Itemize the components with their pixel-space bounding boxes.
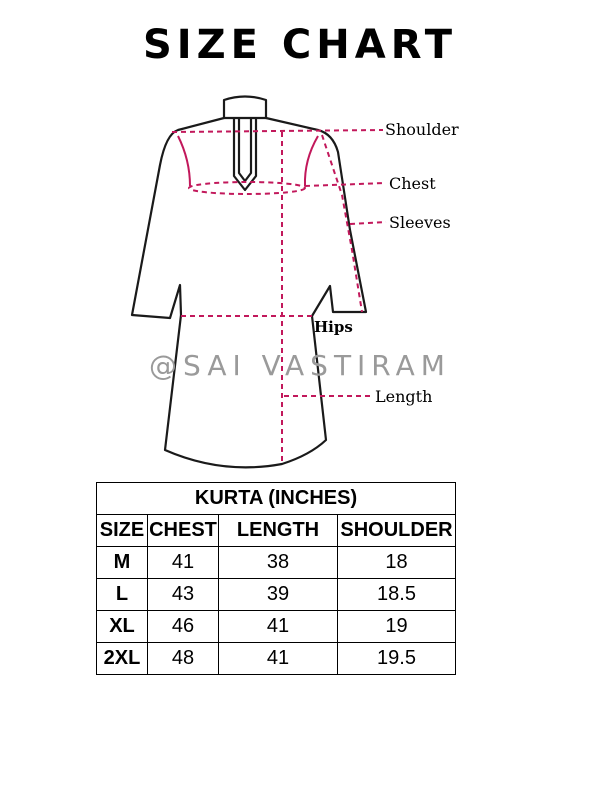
length-cell: 39: [219, 579, 338, 611]
table-row: [97, 579, 456, 611]
watermark: @SAI VASTIRAM: [149, 349, 451, 382]
size-cell: XL: [97, 611, 148, 643]
column-header-size: SIZE: [97, 515, 148, 547]
chest-cell: 48: [148, 643, 219, 675]
table-row: [97, 611, 456, 643]
length-label: Length: [375, 387, 433, 406]
table-caption-row: [97, 483, 456, 515]
size-chart-table: [96, 482, 456, 675]
table-header-row: [97, 515, 456, 547]
chest-cell: 41: [148, 547, 219, 579]
size-cell: M: [97, 547, 148, 579]
size-cell: 2XL: [97, 643, 148, 675]
chest-label: Chest: [389, 174, 436, 193]
shoulder-cell: 19: [338, 611, 456, 643]
column-header-chest: CHEST: [148, 515, 219, 547]
sleeves-label: Sleeves: [389, 213, 451, 232]
length-cell: 41: [219, 643, 338, 675]
page-title: SIZE CHART: [142, 22, 458, 68]
chest-cell: 43: [148, 579, 219, 611]
sleeves-measure-line: [322, 135, 362, 312]
table-row: [97, 547, 456, 579]
table-caption: KURTA (INCHES): [97, 483, 456, 515]
size-cell: L: [97, 579, 148, 611]
shoulder-cell: 19.5: [338, 643, 456, 675]
length-cell: 41: [219, 611, 338, 643]
table-row: [97, 643, 456, 675]
shoulder-label: Shoulder: [385, 120, 459, 139]
column-header-shoulder: SHOULDER: [338, 515, 456, 547]
shoulder-cell: 18.5: [338, 579, 456, 611]
chest-cell: 46: [148, 611, 219, 643]
shoulder-measure-line: [172, 130, 383, 132]
hips-label: Hips: [314, 318, 353, 336]
column-header-length: LENGTH: [219, 515, 338, 547]
length-cell: 38: [219, 547, 338, 579]
shoulder-cell: 18: [338, 547, 456, 579]
